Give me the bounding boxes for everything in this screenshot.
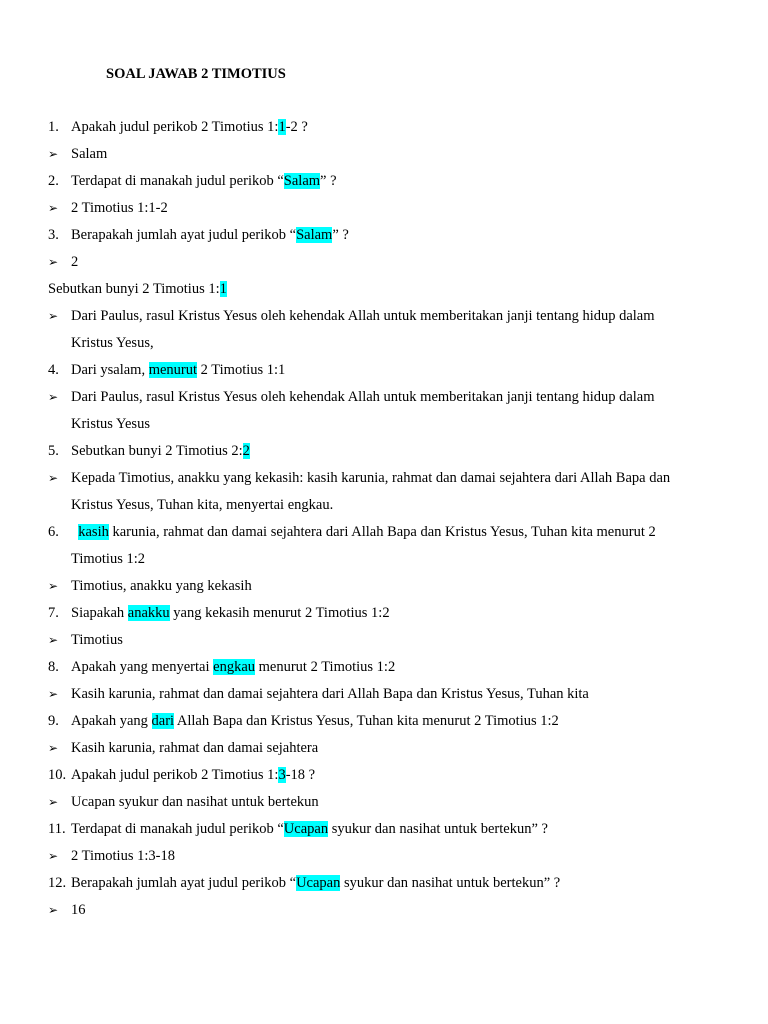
list-number: 6. (48, 524, 59, 540)
text-run: karunia, rahmat dan damai sejahtera dari Allah Bapa dan Kristus Yesus, Tuhan kita menurut 2 Timotius 1:2 (71, 524, 660, 567)
text-run: Salam (71, 146, 108, 162)
text-run: Apakah yang menyertai (71, 659, 214, 675)
arrowhead-bullet-icon: ➢ (48, 849, 59, 863)
question-item (48, 438, 688, 465)
answer-item (48, 465, 688, 519)
text-run: 2 Timotius 1:1-2 (71, 200, 168, 216)
text-run: syukur dan nasihat untuk bertekun” ? (340, 875, 561, 891)
answer-item (48, 384, 688, 438)
arrowhead-bullet-icon: ➢ (48, 255, 59, 269)
answer-item (48, 303, 688, 357)
text-run: Berapakah jumlah ayat judul perikob “ (71, 227, 297, 243)
arrowhead-bullet-icon: ➢ (48, 147, 59, 161)
highlighted-text: menurut (148, 362, 198, 378)
list-number: 12. (48, 875, 67, 891)
question-answer-list (48, 114, 688, 924)
text-run: syukur dan nasihat untuk bertekun” ? (328, 821, 548, 837)
text-run: Dari ysalam, (71, 362, 149, 378)
text-run: Kepada Timotius, anakku yang kekasih: kasih karunia, rahmat dan damai sejahtera dari Allah Bapa dan Kristus Yesus, Tuhan kita, menyertai engkau. (71, 470, 674, 513)
arrowhead-bullet-icon: ➢ (48, 741, 59, 755)
list-number: 8. (48, 659, 59, 675)
text-run: Timotius (71, 632, 123, 648)
text-run: yang kekasih menurut 2 Timotius 1:2 (169, 605, 390, 621)
text-run: -18 ? (285, 767, 316, 783)
text-run: Terdapat di manakah judul perikob “ (71, 173, 284, 189)
highlighted-text: engkau (213, 659, 256, 675)
list-number: 11. (48, 821, 66, 837)
text-run: ” ? (332, 227, 349, 243)
question-item (48, 519, 688, 573)
text-run: Apakah yang (71, 713, 152, 729)
text-run: 2 Timotius 1:3-18 (71, 848, 175, 864)
answer-item (48, 843, 688, 870)
question-item (48, 222, 688, 249)
arrowhead-bullet-icon: ➢ (48, 201, 59, 215)
text-run: Apakah judul perikob 2 Timotius 1: (71, 119, 279, 135)
answer-item (48, 627, 688, 654)
highlighted-text: dari (151, 713, 175, 729)
question-item (48, 816, 688, 843)
text-run: 2 (71, 254, 79, 270)
list-number: 7. (48, 605, 59, 621)
question-item (48, 870, 688, 897)
text-run: 2 Timotius 1:1 (197, 362, 286, 378)
question-item (48, 600, 688, 627)
highlighted-text: kasih (78, 524, 109, 540)
question-item (48, 357, 688, 384)
arrowhead-bullet-icon: ➢ (48, 633, 59, 647)
question-item (48, 168, 688, 195)
text-run: 16 (71, 902, 86, 918)
list-number: 1. (48, 119, 59, 135)
answer-item (48, 681, 688, 708)
highlighted-text: Salam (283, 173, 321, 189)
paragraph (48, 276, 688, 303)
text-run: Kasih karunia, rahmat dan damai sejahtera (71, 740, 319, 756)
answer-item (48, 897, 688, 924)
highlighted-text: 3 (278, 767, 286, 783)
answer-item (48, 195, 688, 222)
list-number: 10. (48, 767, 67, 783)
text-run: Kasih karunia, rahmat dan damai sejahtera dari Allah Bapa dan Kristus Yesus, Tuhan kita (71, 686, 589, 702)
highlighted-text: anakku (127, 605, 170, 621)
text-run: Ucapan syukur dan nasihat untuk bertekun (71, 794, 319, 810)
answer-item (48, 573, 688, 600)
text-run: Sebutkan bunyi 2 Timotius 2: (71, 443, 243, 459)
list-number: 2. (48, 173, 59, 189)
arrowhead-bullet-icon: ➢ (48, 795, 59, 809)
arrowhead-bullet-icon: ➢ (48, 390, 59, 404)
arrowhead-bullet-icon: ➢ (48, 903, 59, 917)
text-run: Allah Bapa dan Kristus Yesus, Tuhan kita menurut 2 Timotius 1:2 (174, 713, 559, 729)
arrowhead-bullet-icon: ➢ (48, 579, 59, 593)
text-run: Sebutkan bunyi 2 Timotius 1: (48, 281, 220, 297)
answer-item (48, 141, 688, 168)
highlighted-text: Ucapan (296, 875, 341, 891)
highlighted-text: Ucapan (283, 821, 329, 837)
question-item (48, 708, 688, 735)
text-run: menurut 2 Timotius 1:2 (255, 659, 396, 675)
answer-item (48, 735, 688, 762)
text-run: Berapakah jumlah ayat judul perikob “ (71, 875, 297, 891)
text-run: -2 ? (285, 119, 308, 135)
highlighted-text: 2 (242, 443, 250, 459)
list-number: 9. (48, 713, 59, 729)
arrowhead-bullet-icon: ➢ (48, 309, 59, 323)
highlighted-text: 1 (219, 281, 227, 297)
text-run: Dari Paulus, rasul Kristus Yesus oleh kehendak Allah untuk memberitakan janji tentang hidup dalam Kristus Yesus (71, 389, 659, 432)
list-number: 5. (48, 443, 59, 459)
answer-item (48, 789, 688, 816)
arrowhead-bullet-icon: ➢ (48, 687, 59, 701)
arrowhead-bullet-icon: ➢ (48, 471, 59, 485)
text-run: ” ? (320, 173, 337, 189)
list-number: 4. (48, 362, 59, 378)
list-number: 3. (48, 227, 59, 243)
answer-item (48, 249, 688, 276)
text-run: Timotius, anakku yang kekasih (71, 578, 252, 594)
question-item (48, 762, 688, 789)
question-item (48, 654, 688, 681)
text-run: Dari Paulus, rasul Kristus Yesus oleh kehendak Allah untuk memberitakan janji tentang hidup dalam Kristus Yesus, (71, 308, 659, 351)
highlighted-text: Salam (296, 227, 333, 243)
text-run: Terdapat di manakah judul perikob “ (71, 821, 284, 837)
highlighted-text: 1 (278, 119, 286, 135)
text-run: Apakah judul perikob 2 Timotius 1: (71, 767, 279, 783)
question-item (48, 114, 688, 141)
document-title: SOAL JAWAB 2 TIMOTIUS (106, 66, 286, 82)
text-run: Siapakah (71, 605, 128, 621)
